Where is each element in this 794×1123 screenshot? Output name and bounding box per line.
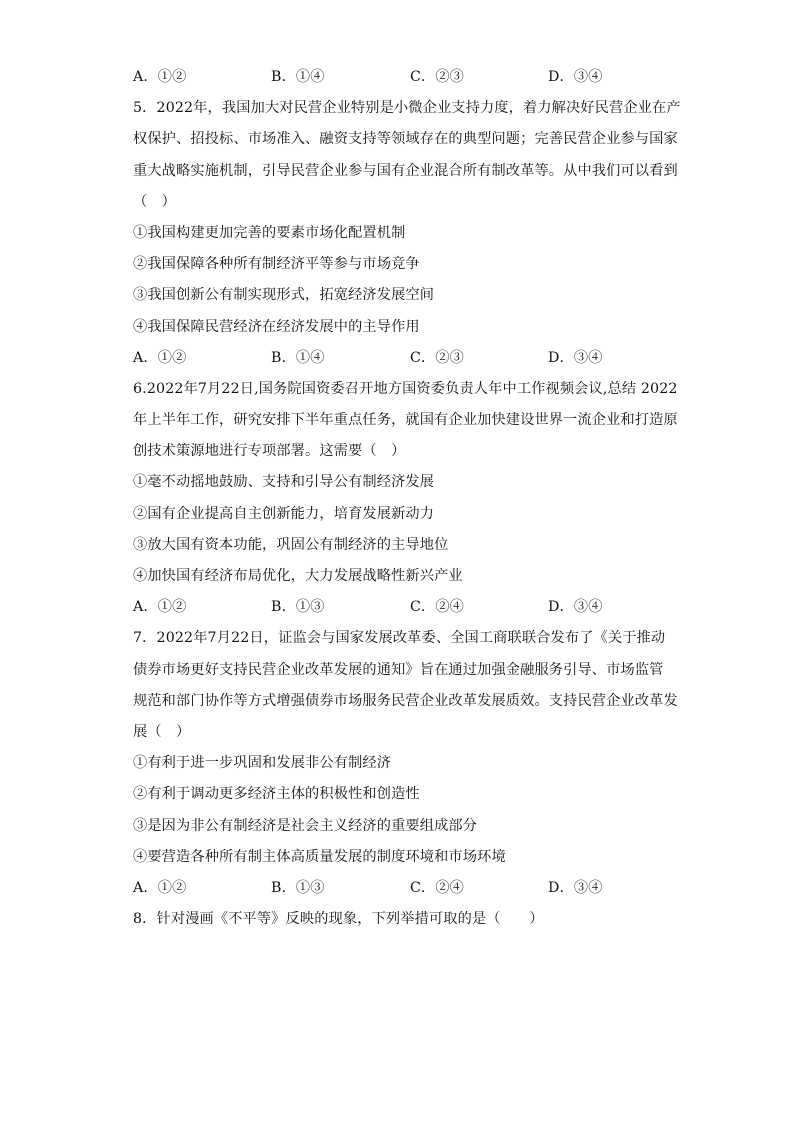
question-stem-line: 年上半年工作，研究安排下半年重点任务，就国有企业加快建设世界一流企业和打造原 — [133, 412, 678, 429]
answer-choice-b[interactable]: B．①④ — [271, 349, 325, 366]
answer-choice-b[interactable]: B．①③ — [271, 599, 325, 616]
answer-choice-d[interactable]: D．③④ — [548, 349, 603, 366]
answer-choices-row — [133, 62, 663, 93]
answer-choices-row — [133, 343, 663, 374]
question-stem-line: 规范和部门协作等方式增强债券市场服务民营企业改革发展质效。支持民营企业改革发 — [133, 692, 678, 709]
exam-page — [133, 62, 681, 935]
answer-choices-row — [133, 592, 663, 623]
question-stem-line: 7．2022年7月22日，证监会与国家发展改革委、全国工商联联合发布了《关于推动 — [133, 630, 666, 647]
statement-option: ③我国创新公有制实现形式，拓宽经济发展空间 — [133, 287, 435, 304]
question-q8 — [133, 904, 663, 935]
answer-choice-d[interactable]: D．③④ — [548, 879, 603, 896]
statement-option: ①我国构建更加完善的要素市场化配置机制 — [133, 224, 406, 241]
statement-option: ②我国保障各种所有制经济平等参与市场竞争 — [133, 256, 420, 273]
answer-choice-a[interactable]: A．①② — [133, 349, 187, 366]
question-stem-line: 权保护、招投标、市场准入、融资支持等领域存在的典型问题；完善民营企业参与国家 — [133, 131, 678, 148]
question-stem-line: 创技术策源地进行专项部署。这需要（ ） — [133, 443, 406, 460]
statement-option: ③放大国有资本功能，巩固公有制经济的主导地位 — [133, 536, 449, 553]
question-q7 — [133, 623, 678, 904]
question-stem-line: 重大战略实施机制，引导民营企业参与国有企业混合所有制改革等。从中我们可以看到 — [133, 162, 678, 179]
statement-option: ②国有企业提高自主创新能力，培育发展新动力 — [133, 505, 435, 522]
question-stem-line: 债券市场更好支持民营企业改革发展的通知》旨在通过加强金融服务引导、市场监管 — [133, 661, 664, 678]
answer-choice-a[interactable]: A．①② — [133, 69, 187, 85]
statement-option: ④加快国有经济布局优化，大力发展战略性新兴产业 — [133, 568, 463, 584]
answer-choice-c[interactable]: C．②④ — [410, 879, 465, 896]
answer-choice-b[interactable]: B．①③ — [271, 879, 325, 896]
statement-option: ②有利于调动更多经济主体的积极性和创造性 — [133, 786, 420, 803]
answer-choice-a[interactable]: A．①② — [133, 879, 187, 896]
answer-choice-c[interactable]: C．②④ — [410, 599, 465, 616]
question-q5 — [133, 93, 681, 374]
answer-choice-b[interactable]: B．①④ — [271, 69, 325, 85]
question-q4-tail — [133, 62, 663, 93]
statement-option: ④要营造各种所有制主体高质量发展的制度环境和市场环境 — [133, 848, 506, 865]
statement-option: ①有利于进一步巩固和发展非公有制经济 — [133, 755, 392, 772]
answer-choice-d[interactable]: D．③④ — [548, 69, 603, 85]
answer-choice-c[interactable]: C．②③ — [410, 349, 465, 366]
statement-option: ④我国保障民营经济在经济发展中的主导作用 — [133, 318, 420, 335]
statement-option: ①毫不动摇地鼓励、支持和引导公有制经济发展 — [133, 474, 435, 491]
question-stem-line: 5．2022年，我国加大对民营企业特别是小微企业支持力度，着力解决好民营企业在产 — [133, 100, 681, 117]
question-stem-line: 6.2022年7月22日,国务院国资委召开地方国资委负责人年中工作视频会议,总结 2022 — [133, 380, 678, 397]
answer-choice-d[interactable]: D．③④ — [548, 599, 603, 616]
answer-choices-row — [133, 873, 663, 904]
question-stem-line: 8．针对漫画《不平等》反映的现象，下列举措可取的是（ ） — [133, 911, 544, 928]
answer-choice-c[interactable]: C．②③ — [410, 69, 465, 85]
question-stem-line: 展（ ） — [133, 723, 191, 740]
question-q6 — [133, 374, 678, 624]
answer-choice-a[interactable]: A．①② — [133, 599, 187, 616]
question-stem-line: （ ） — [133, 193, 177, 210]
statement-option: ③是因为非公有制经济是社会主义经济的重要组成部分 — [133, 817, 478, 834]
